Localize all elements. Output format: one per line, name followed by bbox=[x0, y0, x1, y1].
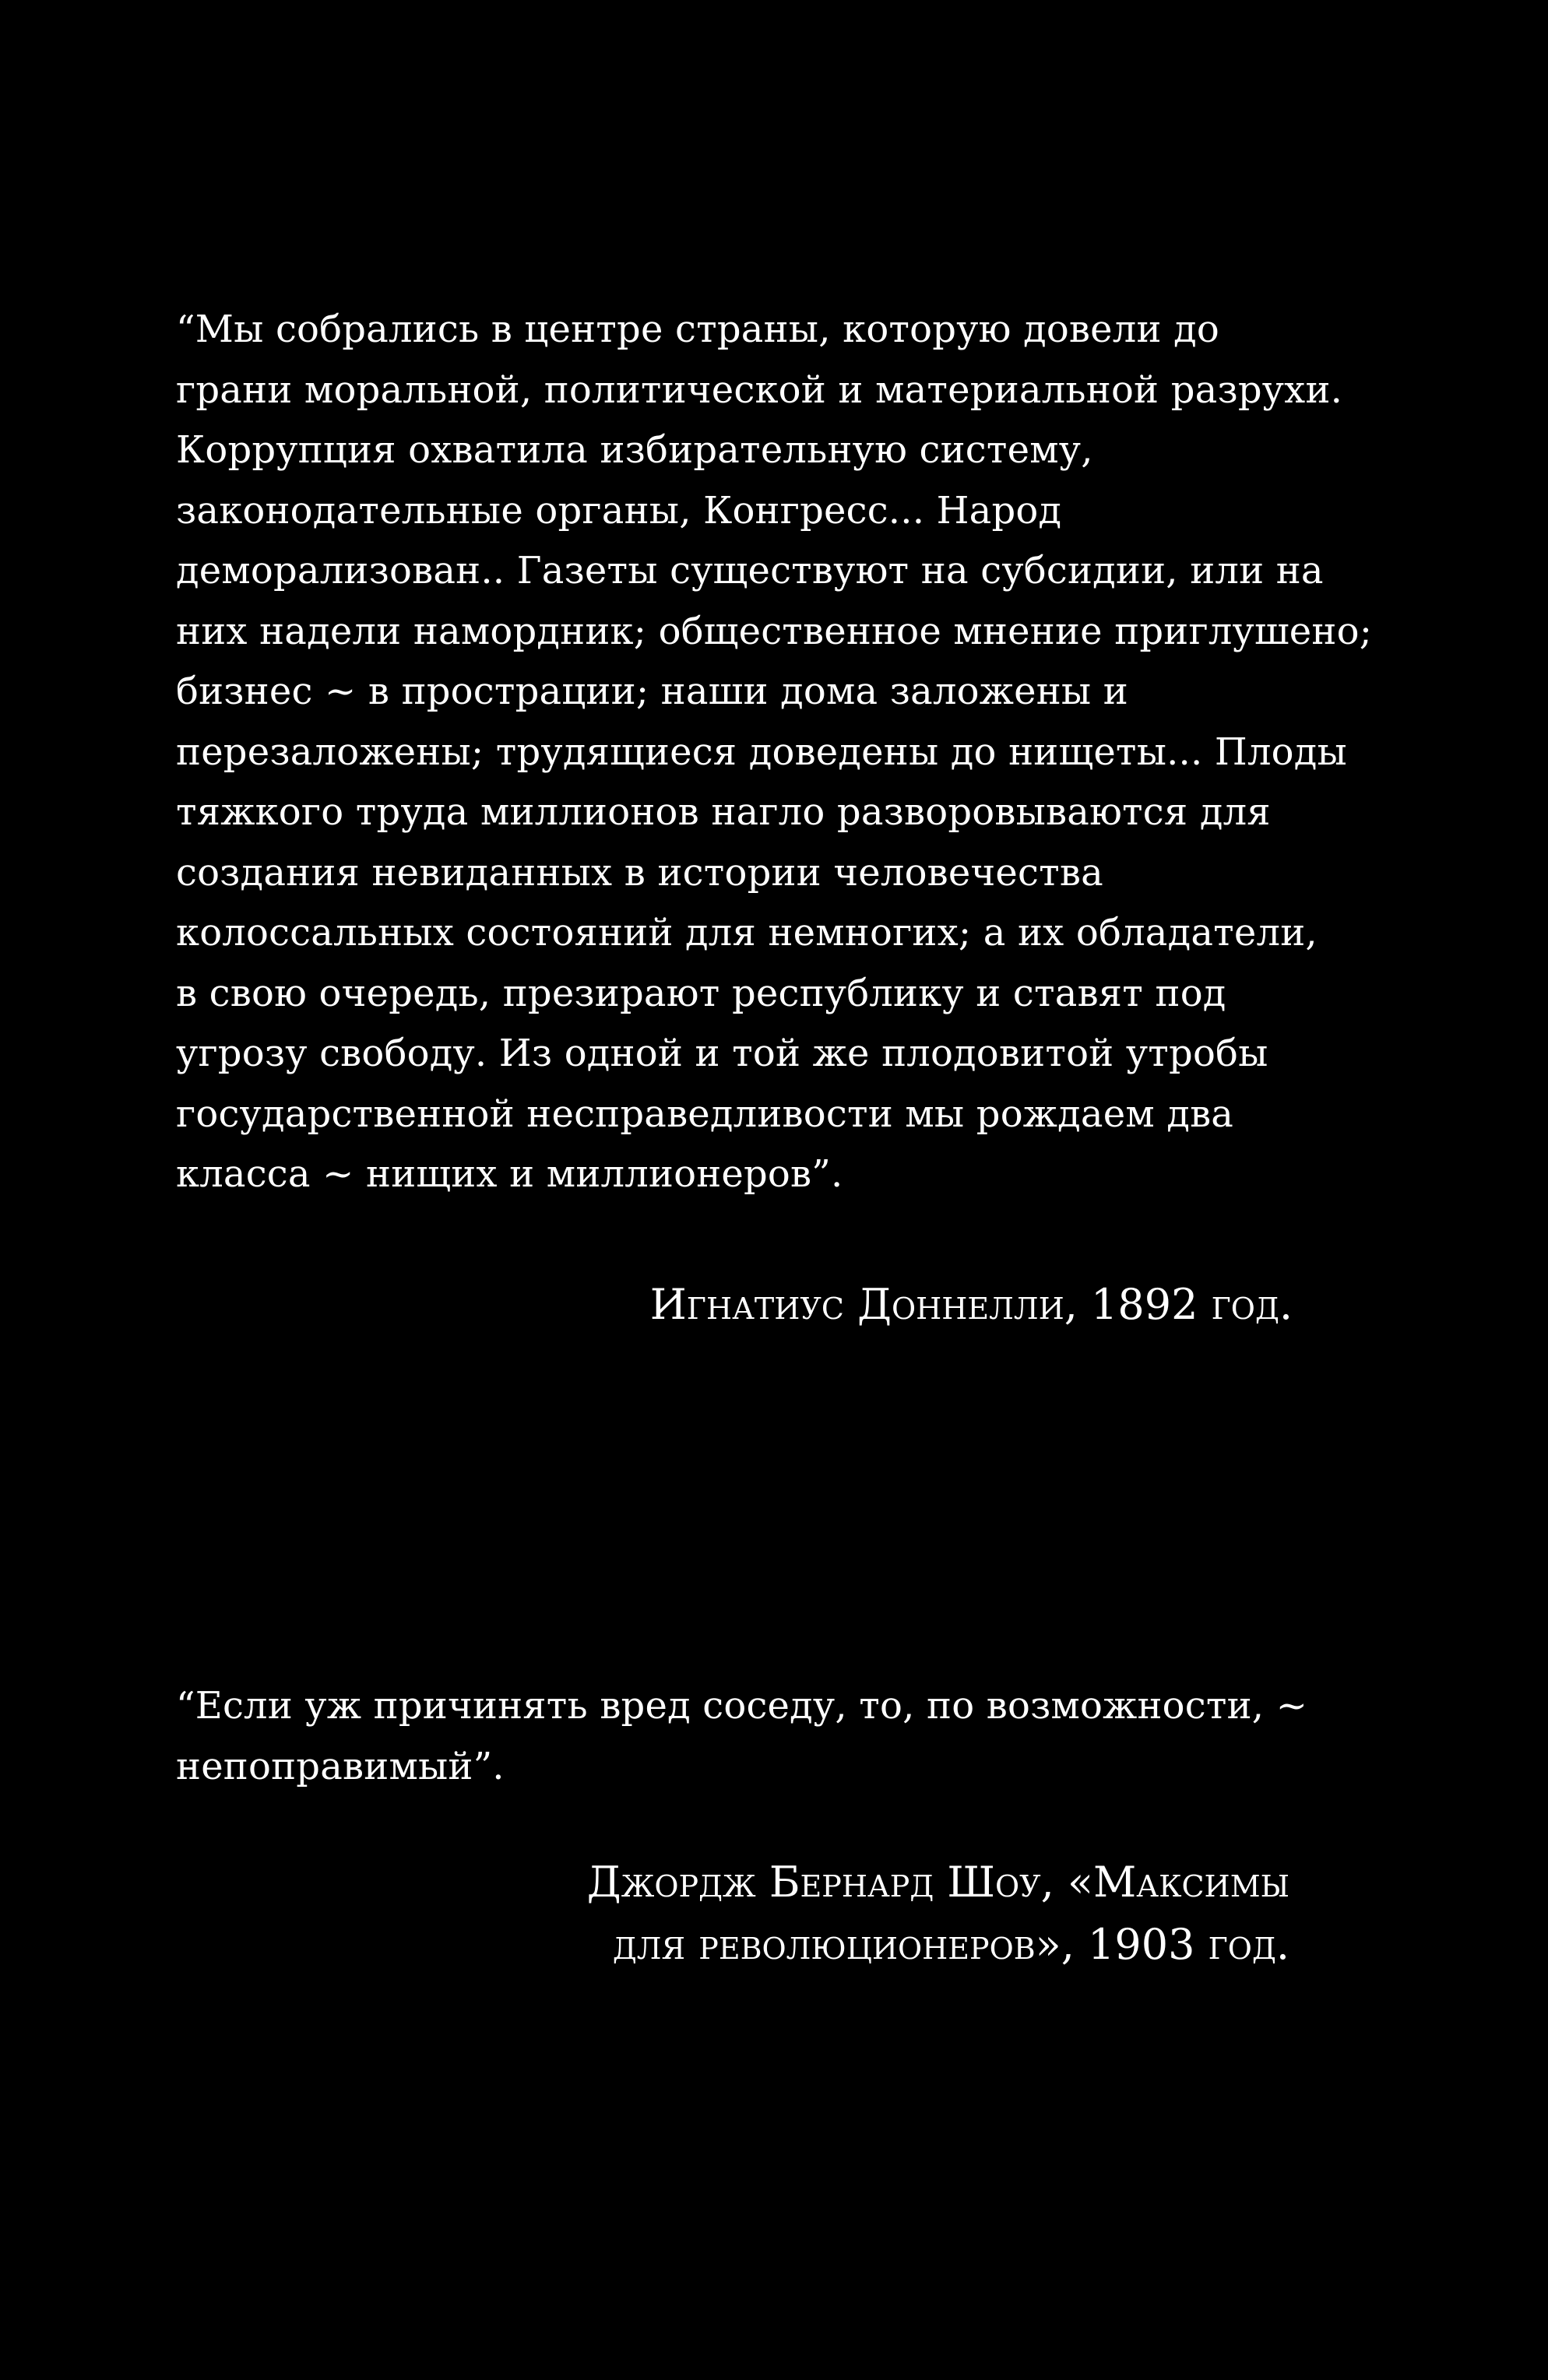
quote-line: “Мы собрались в центре страны, которую довели до bbox=[176, 308, 1219, 351]
attribution-line: для революционеров», 1903 год. bbox=[612, 1920, 1289, 1969]
quote-line: них надели намордник; общественное мнение приглушено; bbox=[176, 609, 1373, 653]
quote-line: “Если уж причинять вред соседу, то, по возможности, ~ bbox=[176, 1684, 1308, 1728]
quote-line: непоправимый”. bbox=[176, 1744, 505, 1788]
quote-line: класса ~ нищих и миллионеров”. bbox=[176, 1152, 843, 1196]
quote-line: тяжкого труда миллионов нагло разворовываются для bbox=[176, 790, 1271, 834]
attribution-shaw bbox=[587, 1851, 1289, 1976]
attribution-donnelly: Игнатиус Доннелли, 1892 год. bbox=[649, 1280, 1293, 1329]
quote-line: законодательные органы, Конгресс... Народ bbox=[176, 488, 1062, 533]
quote-line: колоссальных состояний для немногих; а их обладатели, bbox=[176, 911, 1318, 954]
quote-line: перезаложены; трудящиеся доведены до нищеты... Плоды bbox=[176, 729, 1347, 774]
quote-line: государственной несправедливости мы рождаем два bbox=[176, 1092, 1234, 1136]
quote-donnelly bbox=[176, 300, 1372, 1205]
attribution-line: Джордж Бернард Шоу, «Максимы bbox=[586, 1858, 1289, 1907]
quote-line: угрозу свободу. Из одной и той же плодовитой утробы bbox=[176, 1032, 1268, 1075]
quote-line: бизнес ~ в прострации; наши дома заложены и bbox=[176, 670, 1128, 713]
quote-shaw bbox=[176, 1676, 1307, 1797]
quote-line: в свою очередь, презирают республику и ставят под bbox=[176, 971, 1226, 1015]
quote-line: Коррупция охватила избирательную систему, bbox=[176, 428, 1093, 472]
quote-line: грани моральной, политической и материальной разрухи. bbox=[176, 367, 1343, 412]
quote-line: деморализован.. Газеты существуют на субсидии, или на bbox=[176, 549, 1324, 592]
quote-line: создания невиданных в истории человечества bbox=[176, 850, 1103, 895]
